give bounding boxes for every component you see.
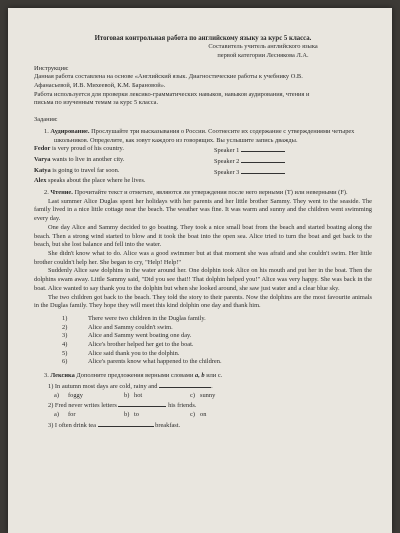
task-number: 3. <box>44 372 49 380</box>
option-word[interactable]: foggy <box>68 391 83 399</box>
vocab-sentence-end: . <box>211 382 213 390</box>
option-word[interactable]: on <box>200 410 207 418</box>
instructions-line: Данная работа составлена на основе «Английский язык. Диагностические работы к учебнику О.В. <box>34 73 303 81</box>
student-statement: wants to live in another city. <box>52 155 125 163</box>
option-word[interactable]: for <box>68 410 76 418</box>
statement-item <box>34 315 372 324</box>
matching-row <box>34 156 372 167</box>
answer-blank[interactable] <box>241 145 285 152</box>
statement-item <box>34 332 372 341</box>
answer-blank[interactable] <box>241 156 285 163</box>
statement-item <box>34 358 372 367</box>
vocab-options <box>34 411 372 420</box>
task-number: 2. <box>44 189 49 197</box>
statement-number: 2) <box>62 323 68 331</box>
author-line: первой категории Леснякова Л.А. <box>217 51 309 59</box>
author-block <box>34 43 372 60</box>
student-statement: speaks about the place where he lives. <box>48 177 146 185</box>
reading-text <box>34 198 372 311</box>
student-statement: is very proud of his country. <box>51 145 124 153</box>
instructions-line: Работа используется для проверки лексико-грамматических навыков, навыков аудирования, чтения и <box>34 90 310 98</box>
option-letter: b) <box>124 410 130 418</box>
student-name: Alex <box>34 177 47 185</box>
option-letter: c) <box>190 391 195 399</box>
option-letter: a) <box>54 410 59 418</box>
option-word[interactable]: hot <box>134 391 143 399</box>
matching-row <box>34 145 372 156</box>
task-title: Чтение. <box>50 189 73 197</box>
vocab-sentence: 3) I often drink tea <box>48 421 96 429</box>
vocab-sentence-end: his friends. <box>168 402 197 410</box>
reading-paragraph: The two children got back to the beach. They told the story to their parents. Now the dolphins are the most favourite animals in the Duglas family. They hope they will meet this kind dolphin one day and thank him. <box>34 293 372 310</box>
task-title: Лексика <box>50 372 75 380</box>
statement-item <box>34 350 372 359</box>
answer-blank[interactable] <box>98 420 154 427</box>
instructions-text <box>34 73 372 108</box>
option-letter: a) <box>54 391 59 399</box>
statement-text: There were two children in the Duglas family. <box>88 314 206 322</box>
instructions-line: письма по изученным темам за курс 5 класса. <box>34 99 159 107</box>
task-text: Прочитайте текст и отметьте, являются ли утверждения после него верными (T) или неверными (F). <box>74 189 348 197</box>
statement-text: Alice said thank you to the dolphin. <box>88 349 180 357</box>
option-letter: c) <box>190 410 195 418</box>
task-reading <box>34 189 372 198</box>
vocab-item <box>34 420 372 431</box>
statement-number: 1) <box>62 314 68 322</box>
task-listening <box>34 128 372 145</box>
task-letters: a, b <box>195 372 205 380</box>
reading-paragraph: She didn't know what to do. Alice was a good swimmer but at that moment she was afraid and she couldn't swim. Her little brother couldn't help her. She began to cry, "Help! Help!" <box>34 250 372 266</box>
vocab-sentence: 2) Fred never writes letters <box>48 402 117 410</box>
answer-blank[interactable] <box>118 400 166 407</box>
vocab-items <box>34 381 372 431</box>
reading-paragraph: One day Alice and Sammy decided to go boating. They took a nice small boat from the beach and started boating along the beach. Then a strong wind started to blow and it took the boat into the open sea. Alice tried to turn the boat and get back to the beach, but she lost balance and fell into the water. <box>34 223 372 249</box>
vocab-options <box>34 392 372 401</box>
speaker-label: Speaker 3 <box>214 168 240 176</box>
statement-item <box>34 341 372 350</box>
vocab-sentence: 1) In autumn most days are cold, rainy and <box>48 382 158 390</box>
statement-number: 5) <box>62 349 68 357</box>
task-text-end: или c. <box>206 372 223 380</box>
matching-row <box>34 167 372 178</box>
task-text: Прослушайте три высказывания о России. Соотнесите их содержание с утверждениями четырех школьников. Определите, как зовут каждого из говорящих. Вы услышите запись дважды. <box>54 127 355 144</box>
speaker-matching <box>34 145 372 186</box>
answer-blank[interactable] <box>241 167 285 174</box>
statement-number: 4) <box>62 341 68 349</box>
statement-text: Alice's brother helped her get to the boat. <box>88 341 194 349</box>
matching-row <box>34 177 372 186</box>
task-text: Дополните предложения верными словами <box>76 372 194 380</box>
task-title: Аудирование. <box>50 127 90 135</box>
instructions-line: Афанасьевой, И.В. Михеевой, К.М. Барановой». <box>34 82 166 90</box>
speaker-label: Speaker 2 <box>214 157 240 165</box>
statement-number: 6) <box>62 358 68 366</box>
vocab-sentence-end: breakfast. <box>155 421 181 429</box>
statement-text: Alice and Sammy went boating one day. <box>88 332 192 340</box>
vocab-item <box>34 400 372 411</box>
speaker-label: Speaker 1 <box>214 147 240 155</box>
tasks-heading: Задания: <box>34 116 58 124</box>
student-name: Fedor <box>34 145 51 153</box>
task-number: 1. <box>44 127 49 135</box>
option-word[interactable]: to <box>134 410 139 418</box>
reading-paragraph: Suddenly Alice saw dolphins in the water around her. One dolphin took Alice on his mouth and put her in the boat. Then the dolphins swam away. Little Sammy said, "Did you see that!! That dolphin helped you!" Alice was very happy. She was back in the boat. Alice wanted to say thank you to the dolphin but when she looked around, she saw just water and a clear blue sky. <box>34 267 372 292</box>
vocab-item <box>34 381 372 392</box>
statement-text: Alice's parents know what happened to the children. <box>88 358 222 366</box>
author-line: Составитель учитель английского языка <box>208 43 318 51</box>
page-title: Итоговая контрольная работа по английскому языку за курс 5 класса. <box>94 35 312 42</box>
task-vocabulary <box>34 372 372 381</box>
student-name: Katya <box>34 166 51 174</box>
statement-number: 3) <box>62 332 68 340</box>
student-name: Varya <box>34 155 51 163</box>
worksheet-page <box>8 8 392 533</box>
statements-list <box>34 315 372 367</box>
reading-paragraph: Last summer Alice Duglas spent her holidays with her parents and her little brother Sammy. They went to the seaside. The family lived in a nice little cottage near the beach. The weather was fine. It was warm and sunny and the children went swimming every day. <box>34 197 372 223</box>
student-statement: is going to travel far soon. <box>52 166 120 174</box>
statement-text: Alice and Sammy couldn't swim. <box>88 323 173 331</box>
option-letter: b) <box>124 391 130 399</box>
statement-item <box>34 324 372 333</box>
instructions-heading: Инструкция: <box>34 64 69 72</box>
answer-blank[interactable] <box>159 381 211 388</box>
option-word[interactable]: sunny <box>200 391 216 399</box>
